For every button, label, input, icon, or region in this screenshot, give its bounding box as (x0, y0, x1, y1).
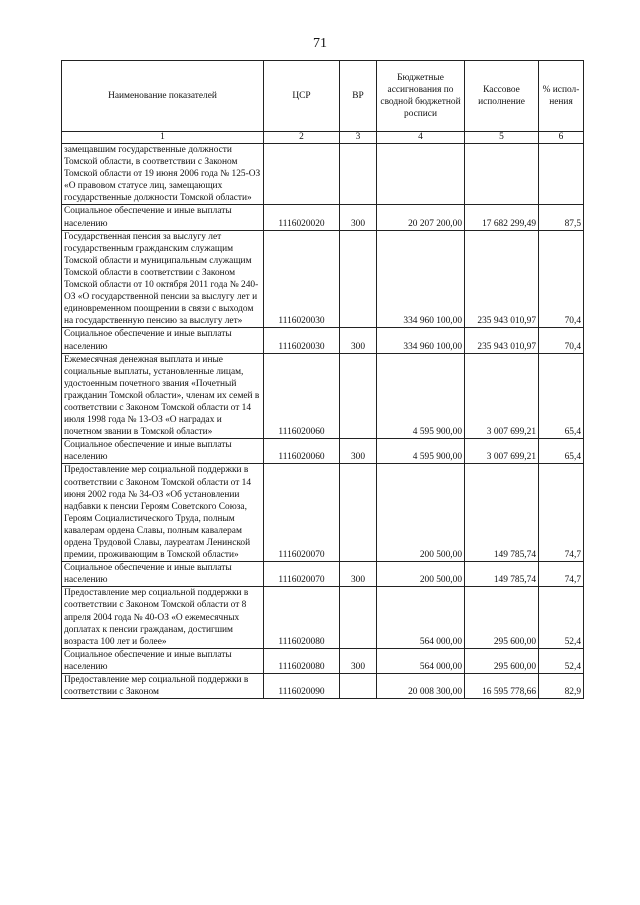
cell-vr: 300 (340, 562, 377, 587)
table-row (62, 648, 584, 673)
cell-cash: 149 785,74 (465, 464, 539, 562)
cell-name: Социальное обеспечение и иные выплаты населению (62, 648, 264, 673)
column-number-row (62, 132, 584, 144)
cell-pct (539, 144, 584, 205)
cell-vr: 300 (340, 328, 377, 353)
cell-name: Государственная пенсия за выслугу лет государственным гражданским служащим Томской области и муниципальным служащим Томской области в соответствии с Законом Томской области от 10 октября 2011 года № 240-ОЗ «О государственной пенсии за выслугу лет и единовременном поощрении в связи с выходом на государственную пенсию за выслугу лет» (62, 230, 264, 328)
column-number: 1 (62, 132, 264, 144)
cell-cash: 235 943 010,97 (465, 230, 539, 328)
cell-budget: 564 000,00 (377, 648, 465, 673)
budget-execution-table (61, 60, 584, 699)
cell-pct: 87,5 (539, 205, 584, 230)
cell-cash: 295 600,00 (465, 648, 539, 673)
cell-csr: 1116020080 (264, 648, 340, 673)
cell-vr (340, 587, 377, 648)
cell-name: Социальное обеспечение и иные выплаты населению (62, 562, 264, 587)
cell-vr (340, 144, 377, 205)
table-row (62, 562, 584, 587)
cell-csr (264, 144, 340, 205)
cell-budget: 20 207 200,00 (377, 205, 465, 230)
cell-pct: 82,9 (539, 674, 584, 699)
table-row (62, 674, 584, 699)
cell-csr: 1116020060 (264, 353, 340, 439)
cell-vr (340, 674, 377, 699)
cell-name: замещавшим государственные должности Томской области, в соответствии с Законом Томской области от 19 июня 2006 года № 125-ОЗ «О правовом статусе лиц, замещающих государственные должности Томской области» (62, 144, 264, 205)
cell-pct: 52,4 (539, 587, 584, 648)
table-row (62, 328, 584, 353)
cell-cash: 149 785,74 (465, 562, 539, 587)
cell-pct: 74,7 (539, 464, 584, 562)
cell-csr: 1116020080 (264, 587, 340, 648)
cell-name: Предоставление мер социальной поддержки в соответствии с Законом Томской области от 14 июня 2002 года № 34-ОЗ «Об установлении надбавки к пенсии Героям Советского Союза, Героям Социалистического Труда, полным кавалерам ордена Славы, полным кавалерам ордена Трудовой Славы, лауреатам Ленинской премии, проживающим в Томской области» (62, 464, 264, 562)
cell-budget: 564 000,00 (377, 587, 465, 648)
cell-csr: 1116020030 (264, 328, 340, 353)
cell-csr: 1116020020 (264, 205, 340, 230)
cell-cash: 17 682 299,49 (465, 205, 539, 230)
cell-pct: 70,4 (539, 328, 584, 353)
column-number: 5 (465, 132, 539, 144)
cell-name: Предоставление мер социальной поддержки в соответствии с Законом (62, 674, 264, 699)
column-number: 6 (539, 132, 584, 144)
cell-pct: 65,4 (539, 439, 584, 464)
table-row (62, 353, 584, 439)
cell-csr: 1116020070 (264, 562, 340, 587)
cell-budget (377, 144, 465, 205)
cell-vr: 300 (340, 205, 377, 230)
column-number: 4 (377, 132, 465, 144)
column-number: 3 (340, 132, 377, 144)
cell-budget: 334 960 100,00 (377, 230, 465, 328)
cell-cash (465, 144, 539, 205)
cell-csr: 1116020060 (264, 439, 340, 464)
cell-vr: 300 (340, 439, 377, 464)
cell-name: Социальное обеспечение и иные выплаты населению (62, 328, 264, 353)
cell-pct: 52,4 (539, 648, 584, 673)
cell-budget: 4 595 900,00 (377, 353, 465, 439)
table-row (62, 439, 584, 464)
table-row (62, 230, 584, 328)
cell-cash: 235 943 010,97 (465, 328, 539, 353)
cell-name: Ежемесячная денежная выплата и иные социальные выплаты, установленные лицам, удостоенным почетного звания «Почетный гражданин Томской области», членам их семей в соответствии с Законом Томской области от 14 июля 1998 года № 13-ОЗ «О наградах и почетном звании в Томской области» (62, 353, 264, 439)
page-number: 71 (313, 36, 327, 51)
cell-name: Социальное обеспечение и иные выплаты населению (62, 439, 264, 464)
cell-cash: 16 595 778,66 (465, 674, 539, 699)
cell-cash: 3 007 699,21 (465, 353, 539, 439)
cell-name: Предоставление мер социальной поддержки в соответствии с Законом Томской области от 8 апреля 2004 года № 40-ОЗ «О ежемесячных доплатах к пенсии гражданам, достигшим возраста 100 лет и более» (62, 587, 264, 648)
table-row (62, 464, 584, 562)
cell-pct: 74,7 (539, 562, 584, 587)
cell-budget: 200 500,00 (377, 464, 465, 562)
cell-vr (340, 353, 377, 439)
cell-cash: 295 600,00 (465, 587, 539, 648)
header-csr: ЦСР (264, 61, 340, 132)
table-row (62, 587, 584, 648)
cell-name: Социальное обеспечение и иные выплаты населению (62, 205, 264, 230)
cell-csr: 1116020030 (264, 230, 340, 328)
cell-budget: 334 960 100,00 (377, 328, 465, 353)
header-budget: Бюджетные ассигнования по сводной бюджетной росписи (377, 61, 465, 132)
cell-vr (340, 464, 377, 562)
header-name: Наименование показателей (62, 61, 264, 132)
header-vr: ВР (340, 61, 377, 132)
column-number: 2 (264, 132, 340, 144)
table-header-row (62, 61, 584, 132)
cell-vr: 300 (340, 648, 377, 673)
cell-budget: 200 500,00 (377, 562, 465, 587)
cell-csr: 1116020070 (264, 464, 340, 562)
cell-pct: 65,4 (539, 353, 584, 439)
table-row (62, 144, 584, 205)
cell-budget: 4 595 900,00 (377, 439, 465, 464)
header-pct: % испол-нения (539, 61, 584, 132)
cell-budget: 20 008 300,00 (377, 674, 465, 699)
table-row (62, 205, 584, 230)
header-cash: Кассовое исполнение (465, 61, 539, 132)
cell-vr (340, 230, 377, 328)
cell-cash: 3 007 699,21 (465, 439, 539, 464)
cell-pct: 70,4 (539, 230, 584, 328)
cell-csr: 1116020090 (264, 674, 340, 699)
